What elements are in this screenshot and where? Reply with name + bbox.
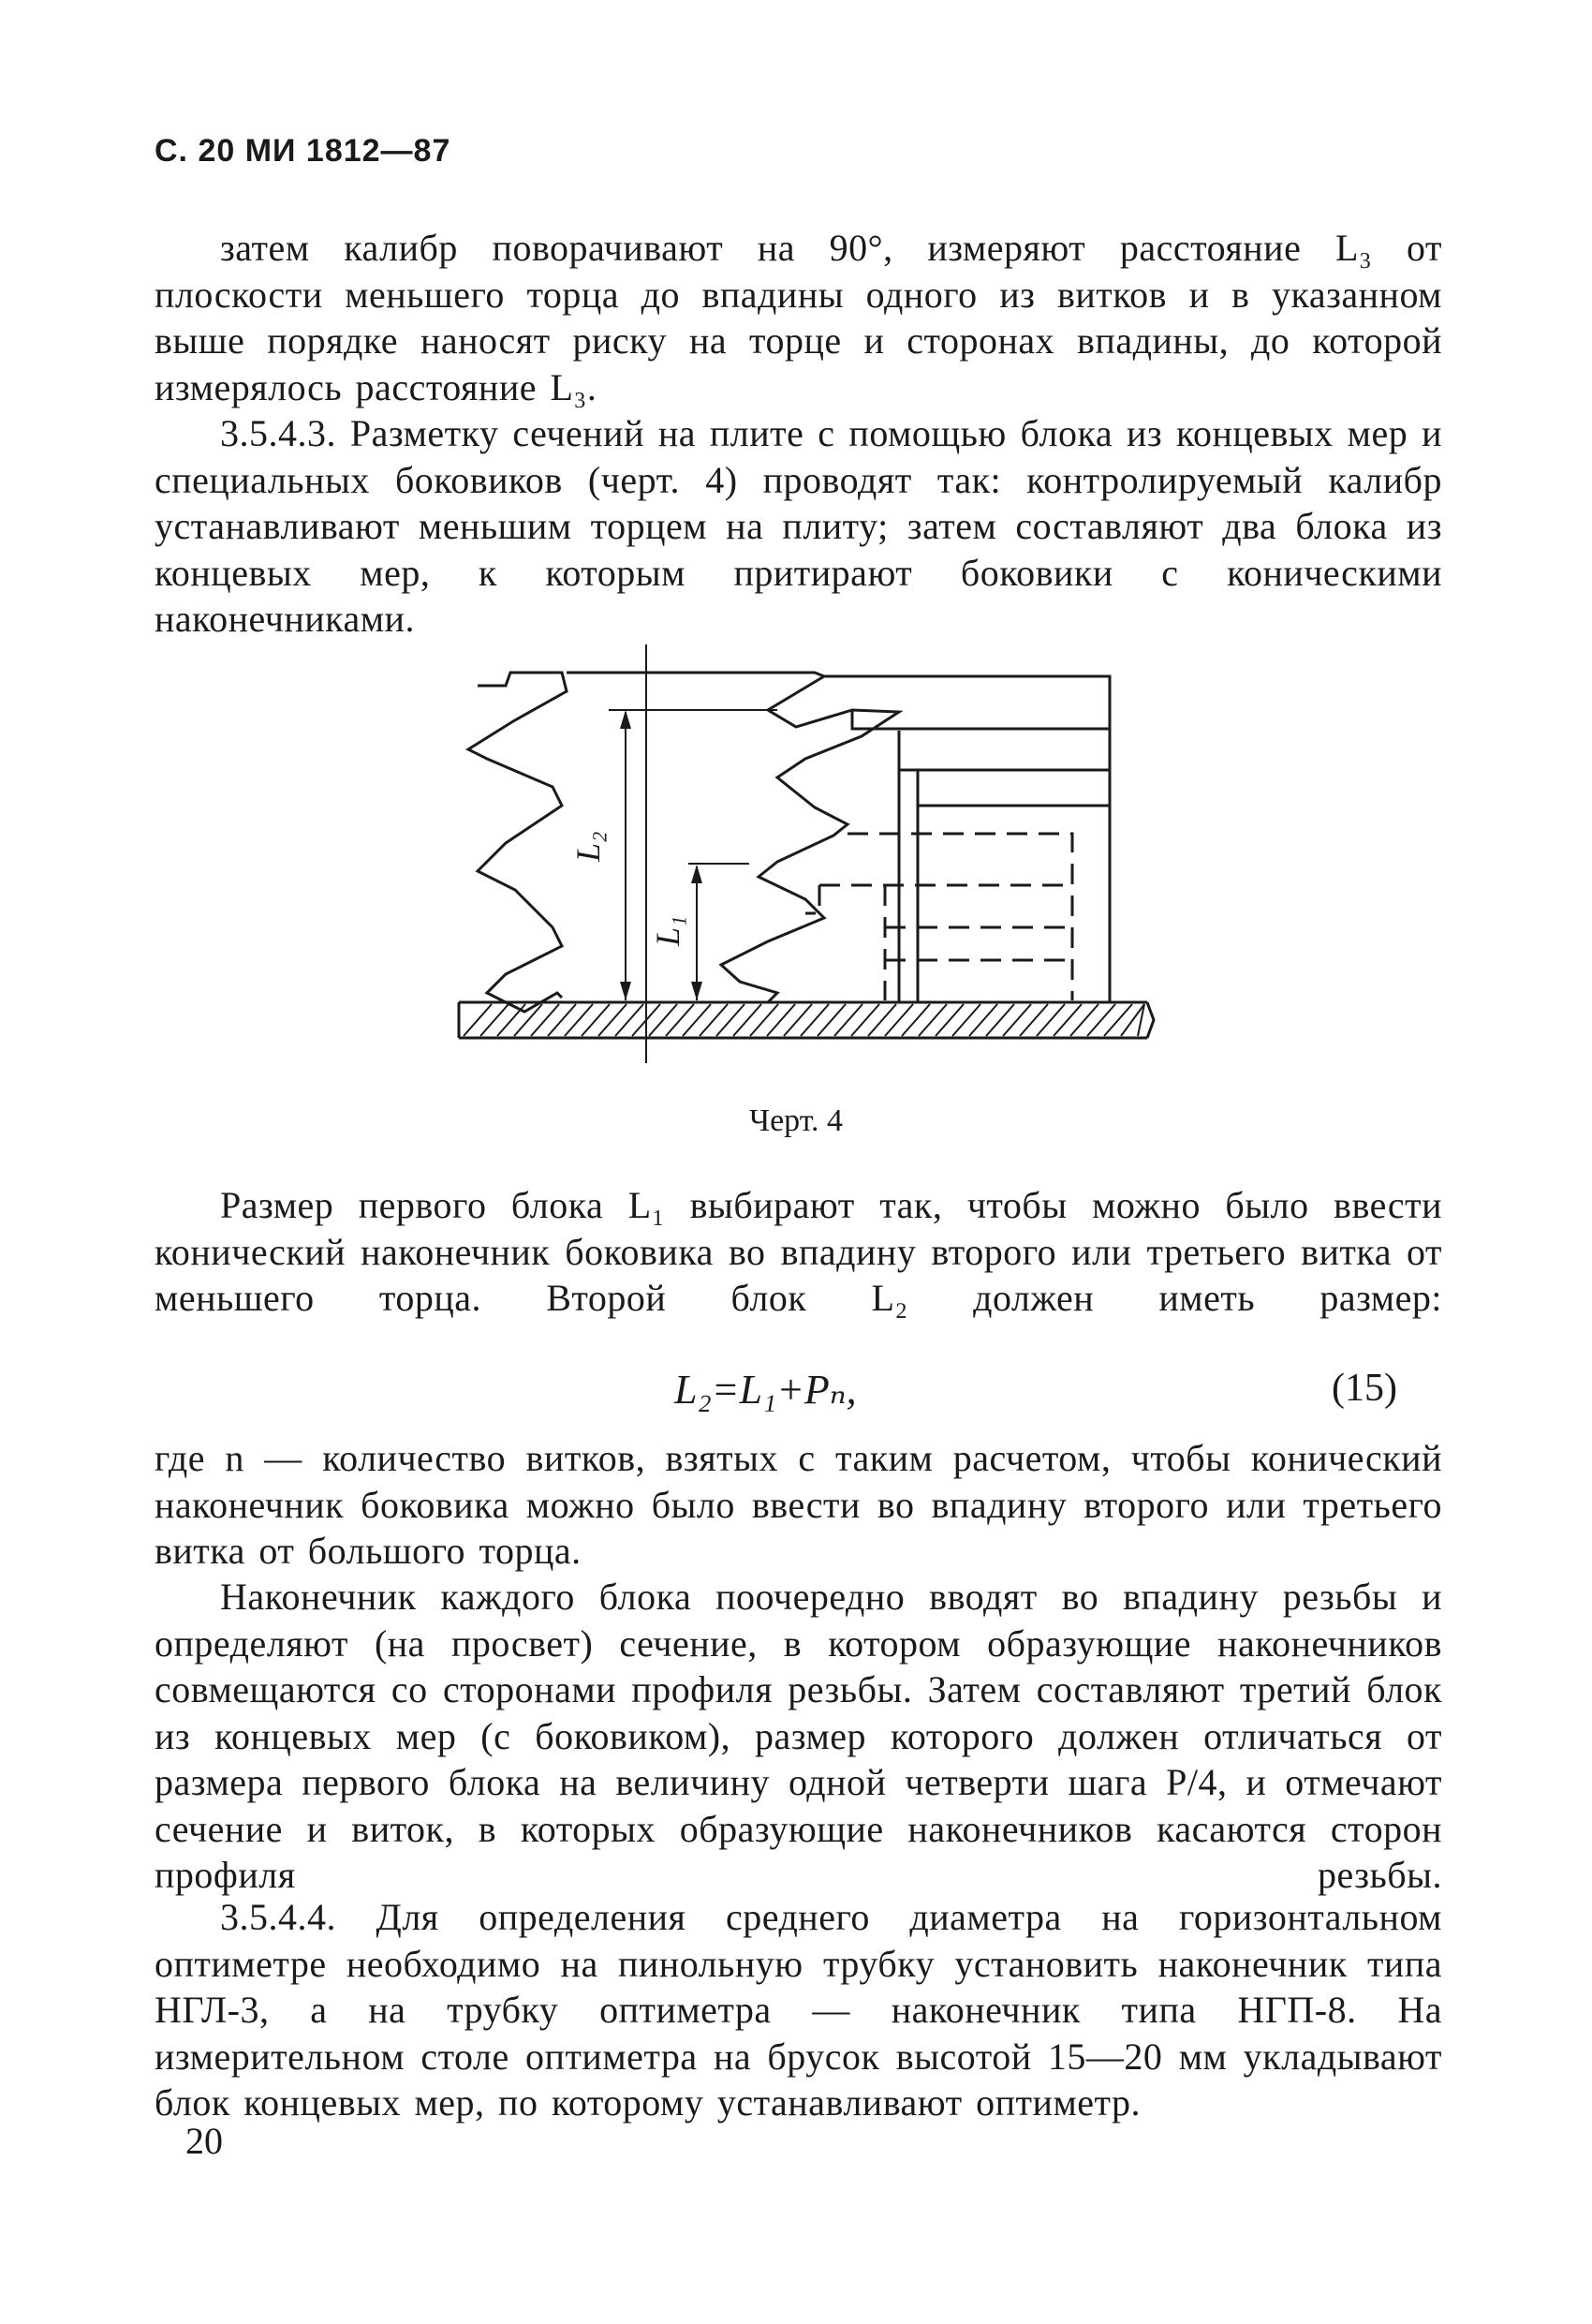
hatch-line bbox=[1070, 1004, 1098, 1036]
paragraph-3-5-4-4: 3.5.4.4. Для определения среднего диаметра на горизонтальном оптиметре необходимо на пинольную трубку установить наконечник типа НГЛ-3, а на трубку оптиметра — наконечник типа НГП-8. На измерительном столе оптиметра на брусок высотой 15—20 мм укладывают блок концевых мер, по которому устанавливают оптиметр. bbox=[155, 1896, 1442, 2124]
hatch-line bbox=[1087, 1004, 1115, 1036]
hatch-line bbox=[666, 1004, 694, 1036]
hatch-line bbox=[565, 1004, 593, 1036]
page-number: 20 bbox=[185, 2120, 223, 2162]
hatch-line bbox=[700, 1004, 728, 1036]
gauge-inner-thread bbox=[721, 676, 899, 1002]
hatch-line bbox=[801, 1004, 829, 1036]
hatch-line bbox=[750, 1004, 778, 1036]
page-header: С. 20 МИ 1812—87 bbox=[155, 133, 451, 169]
dimension-L2-arrow-bottom bbox=[620, 982, 631, 1000]
paragraph-3-5-4-3: 3.5.4.3. Разметку сечений на плите с помощью блока из концевых мер и специальных боковиков (черт. 4) проводят так: контролируемый калибр устанавливают меньшим торцем на плиту; затем составляют два блока из концевых мер, к которым притирают боковики с коническими наконечниками. bbox=[155, 412, 1442, 640]
hatch-line bbox=[1054, 1004, 1082, 1036]
figure-4-drawing bbox=[0, 0, 1592, 1124]
hatch-line bbox=[716, 1004, 744, 1036]
hatch-line bbox=[1003, 1004, 1031, 1036]
formula-number: (15) bbox=[1332, 1367, 1397, 1410]
hatch-line bbox=[919, 1004, 947, 1036]
hatch-line bbox=[615, 1004, 643, 1036]
hatch-line bbox=[986, 1004, 1014, 1036]
label-L2: L₂ bbox=[569, 831, 607, 862]
hatch-line bbox=[902, 1004, 930, 1036]
hatch-line bbox=[531, 1004, 559, 1036]
hatch-line bbox=[868, 1004, 896, 1036]
hatch-line bbox=[497, 1004, 525, 1036]
hatch-line bbox=[834, 1004, 862, 1036]
hatch-line bbox=[582, 1004, 610, 1036]
hatch-line bbox=[952, 1004, 980, 1036]
hatch-line bbox=[733, 1004, 761, 1036]
formula-15: L₂=L₁+Pₙ, bbox=[674, 1367, 857, 1413]
paragraph-block-size: Размер первого блока L₁ выбирают так, чтобы можно было ввести конический наконечник боковика во впадину второго или третьего витка от меньшего торца. Второй блок L₂ должен иметь размер: bbox=[155, 1184, 1442, 1319]
hatch-line bbox=[1104, 1004, 1132, 1036]
paragraph-where-n bbox=[155, 1435, 1442, 1575]
hatch-line bbox=[767, 1004, 795, 1036]
hatch-line bbox=[649, 1004, 677, 1036]
plate-hatching bbox=[464, 1004, 1144, 1036]
paragraph-tip-insertion: Наконечник каждого блока поочередно вводят во впадину резьбы и определяют (на просвет) сечение, в котором образующие наконечников совмещаются со сторонами профиля резьбы. Затем составляют третий блок из концевых мер (с боковиком), размер которого должен отличаться от размера первого блока на величину одной четверти шага P/4, и отмечают сечение и виток, в которых образующие наконечников касаются сторон профиля резьбы. bbox=[155, 1576, 1442, 1896]
plate-right-break bbox=[1147, 1002, 1154, 1038]
hatch-line bbox=[851, 1004, 879, 1036]
hatch-line bbox=[784, 1004, 812, 1036]
hatch-line bbox=[480, 1004, 509, 1036]
hatch-line bbox=[598, 1004, 626, 1036]
dashed-block-1 bbox=[848, 834, 1072, 1000]
gauge-top-edge bbox=[567, 673, 1110, 1002]
hatch-line bbox=[1037, 1004, 1065, 1036]
figure-caption: Черт. 4 bbox=[748, 1103, 844, 1138]
paragraph-continuation: затем калибр поворачивают на 90°, измеряют расстояние L₃ от плоскости меньшего торца до впадины одного из витков и в указанном выше порядке наносят риску на торце и сторонах впадины, до которой измерялось расстояние L₃. bbox=[155, 227, 1442, 408]
hatch-line bbox=[969, 1004, 997, 1036]
hatch-line bbox=[548, 1004, 576, 1036]
label-L1: L₁ bbox=[649, 915, 686, 946]
hatch-line bbox=[885, 1004, 913, 1036]
where-n-text: где n — количество витков, взятых с таким расчетом, чтобы конический наконечник боковика можно было ввести во впадину второго или третьего витка от большого торца. bbox=[155, 1437, 1442, 1572]
hatch-line bbox=[683, 1004, 711, 1036]
hatch-line bbox=[818, 1004, 846, 1036]
dimension-L2-arrow-top bbox=[620, 710, 631, 729]
hatch-line bbox=[1020, 1004, 1048, 1036]
gauge-thread-profile bbox=[468, 673, 567, 1012]
dimension-L1-arrow-bottom bbox=[691, 982, 702, 1000]
dashed-block-2 bbox=[805, 885, 819, 913]
hatch-line bbox=[936, 1004, 964, 1036]
hatch-line bbox=[464, 1004, 492, 1036]
dimension-L1-arrow-top bbox=[691, 865, 702, 883]
